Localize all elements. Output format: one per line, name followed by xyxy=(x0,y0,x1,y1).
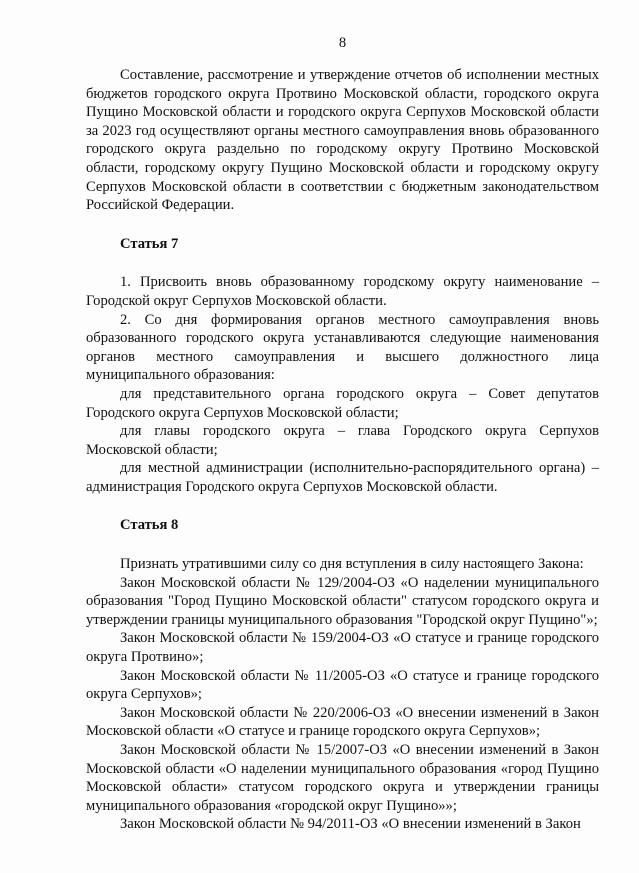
page-number: 8 xyxy=(338,35,347,51)
intro-paragraph: Составление, рассмотрение и утверждение отчетов об исполнении местных бюджетов городского округа Протвино Московской области, городского округа Пущино Московской области и городского округа Серпухов Московской области за 2023 год осуществляют органы местного самоуправления вновь образованного городского округа раздельно по городскому округу Протвино Московской области, городскому округу Пущино Московской области и городскому округу Серпухов Московской области в соответствии с бюджетным законодательством Российской Федерации. xyxy=(86,67,599,214)
article-8-paragraph-5: Закон Московской области № 220/2006-ОЗ «О внесении изменений в Закон Московской области «О статусе и границе городского округа Серпухов»; xyxy=(86,704,599,740)
article-8-paragraph-4: Закон Московской области № 11/2005-ОЗ «О статусе и границе городского округа Серпухов»; xyxy=(86,667,599,703)
article-8-paragraph-7: Закон Московской области № 94/2011-ОЗ «О внесении изменений в Закон xyxy=(120,816,581,833)
article-7-paragraph-1: 1. Присвоить вновь образованному городскому округу наименование – Городской округ Серпухов Московской области. xyxy=(86,274,599,309)
article-8-heading: Статья 8 xyxy=(120,517,179,534)
article-8-paragraph-1: Признать утратившими силу со дня вступления в силу настоящего Закона: xyxy=(120,556,584,573)
article-8-paragraph-6: Закон Московской области № 15/2007-ОЗ «О внесении изменений в Закон Московской области «О наделении муниципального образования «город Пущино Московской области» статусом городского округа и утверждении границы муниципального образования «городской округ Пущино»»; xyxy=(86,742,599,814)
article-8-paragraph-2: Закон Московской области № 129/2004-ОЗ «О наделении муниципального образования "Город Пущино Московской области" статусом городского округа и утверждении границы муниципального образования "Городской округ Пущино"»; xyxy=(86,574,599,628)
article-7-paragraph-5: для местной администрации (исполнительно-распорядительного органа) – администрация Городского округа Серпухов Московской области. xyxy=(86,460,599,495)
article-7-heading: Статья 7 xyxy=(120,235,179,252)
article-7-paragraph-2: 2. Со дня формирования органов местного самоуправления вновь образованного городского округа устанавливаются следующие наименования органов местного самоуправления и высшего должностного лица муниципального образования: xyxy=(86,311,599,384)
article-8-paragraph-3: Закон Московской области № 159/2004-ОЗ «О статусе и границе городского округа Протвино»; xyxy=(86,630,599,666)
article-7-paragraph-3: для представительного органа городского округа – Совет депутатов Городского округа Серпухов Московской области; xyxy=(86,385,599,421)
article-7-paragraph-4: для главы городского округа – глава Городского округа Серпухов Московской области; xyxy=(86,423,599,458)
